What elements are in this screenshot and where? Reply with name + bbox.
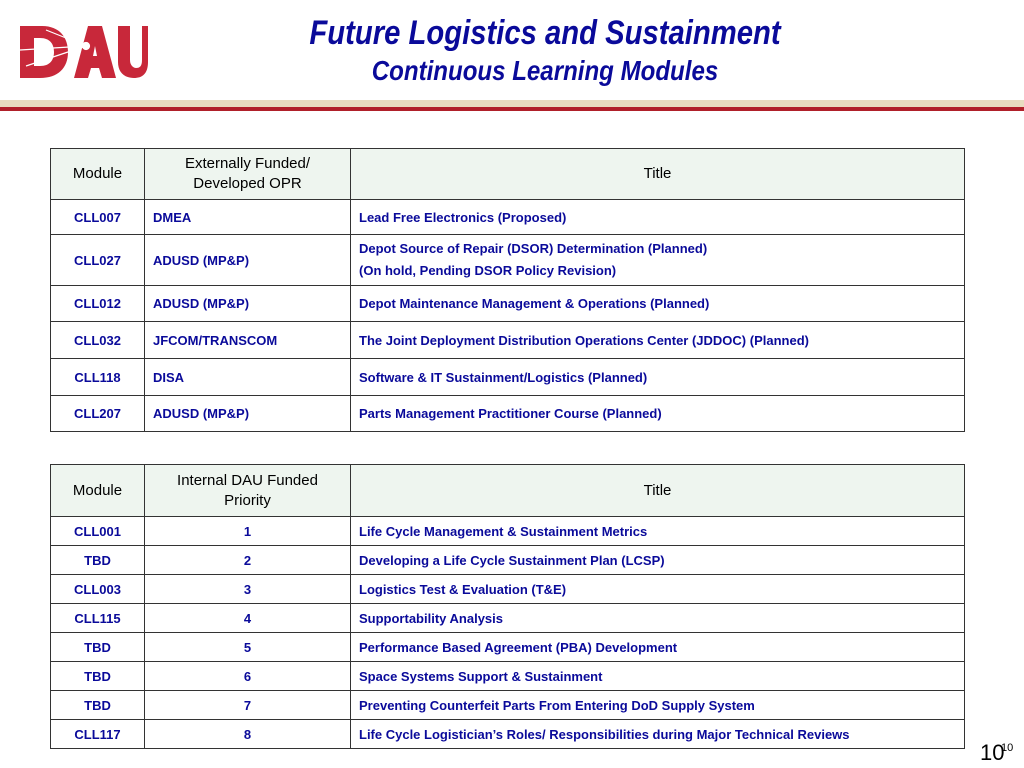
title-block — [140, 12, 950, 88]
module-cell: TBD — [51, 546, 145, 575]
table-row — [51, 720, 965, 749]
module-cell: CLL001 — [51, 517, 145, 546]
opr-cell: DISA — [145, 359, 351, 396]
priority-cell: 3 — [145, 575, 351, 604]
title-line: Depot Source of Repair (DSOR) Determination (Planned) — [359, 241, 708, 256]
title-cell: Performance Based Agreement (PBA) Development — [351, 633, 965, 662]
opr-cell: ADUSD (MP&P) — [145, 286, 351, 322]
title-line: (On hold, Pending DSOR Policy Revision) — [359, 263, 617, 278]
table-row — [51, 546, 965, 575]
column-header-priority: Internal DAU Funded Priority — [145, 465, 351, 517]
opr-cell: DMEA — [145, 200, 351, 235]
opr-cell: ADUSD (MP&P) — [145, 396, 351, 432]
page-number: 10 — [980, 740, 1005, 765]
page-number-superscript: 10 — [1001, 742, 1014, 754]
dau-logo — [16, 22, 148, 82]
title-cell: Preventing Counterfeit Parts From Entering DoD Supply System — [351, 691, 965, 720]
module-cell: CLL003 — [51, 575, 145, 604]
table-row — [51, 517, 965, 546]
priority-cell: 8 — [145, 720, 351, 749]
title-cell: Life Cycle Management & Sustainment Metrics — [351, 517, 965, 546]
module-cell: TBD — [51, 691, 145, 720]
column-header-module: Module — [51, 149, 145, 200]
priority-cell: 7 — [145, 691, 351, 720]
title-cell: Space Systems Support & Sustainment — [351, 662, 965, 691]
externally-funded-table — [50, 148, 965, 432]
title-cell: Software & IT Sustainment/Logistics (Planned) — [351, 359, 965, 396]
module-cell: CLL012 — [51, 286, 145, 322]
table-row — [51, 396, 965, 432]
opr-cell: ADUSD (MP&P) — [145, 235, 351, 286]
module-cell: CLL207 — [51, 396, 145, 432]
title-cell: Developing a Life Cycle Sustainment Plan (LCSP) — [351, 546, 965, 575]
module-cell: TBD — [51, 633, 145, 662]
title-cell — [351, 235, 965, 286]
table-header-row — [51, 465, 965, 517]
module-cell: CLL007 — [51, 200, 145, 235]
module-cell: TBD — [51, 662, 145, 691]
priority-cell: 5 — [145, 633, 351, 662]
page-subtitle: Continuous Learning Modules — [371, 55, 719, 86]
priority-cell: 2 — [145, 546, 351, 575]
internal-funded-table — [50, 464, 965, 749]
table-row — [51, 575, 965, 604]
table-row — [51, 322, 965, 359]
table-row — [51, 200, 965, 235]
title-cell: Logistics Test & Evaluation (T&E) — [351, 575, 965, 604]
table-row — [51, 286, 965, 322]
title-cell: Parts Management Practitioner Course (Planned) — [351, 396, 965, 432]
opr-cell: JFCOM/TRANSCOM — [145, 322, 351, 359]
priority-cell: 1 — [145, 517, 351, 546]
table-row — [51, 691, 965, 720]
title-cell: Depot Maintenance Management & Operations (Planned) — [351, 286, 965, 322]
title-cell: The Joint Deployment Distribution Operations Center (JDDOC) (Planned) — [351, 322, 965, 359]
module-cell: CLL032 — [51, 322, 145, 359]
module-cell: CLL118 — [51, 359, 145, 396]
table-row — [51, 604, 965, 633]
table-row — [51, 633, 965, 662]
table-row — [51, 235, 965, 286]
title-cell: Supportability Analysis — [351, 604, 965, 633]
title-cell: Life Cycle Logistician’s Roles/ Responsibilities during Major Technical Reviews — [351, 720, 965, 749]
column-header-opr: Externally Funded/ Developed OPR — [145, 149, 351, 200]
module-cell: CLL027 — [51, 235, 145, 286]
table-row — [51, 359, 965, 396]
page-title: Future Logistics and Sustainment — [309, 14, 781, 52]
table-row — [51, 662, 965, 691]
header-rule-red — [0, 107, 1024, 111]
column-header-module: Module — [51, 465, 145, 517]
priority-cell: 4 — [145, 604, 351, 633]
header-rule-tan — [0, 100, 1024, 107]
table-header-row — [51, 149, 965, 200]
title-cell: Lead Free Electronics (Proposed) — [351, 200, 965, 235]
column-header-title: Title — [351, 465, 965, 517]
module-cell: CLL117 — [51, 720, 145, 749]
module-cell: CLL115 — [51, 604, 145, 633]
priority-cell: 6 — [145, 662, 351, 691]
column-header-title: Title — [351, 149, 965, 200]
